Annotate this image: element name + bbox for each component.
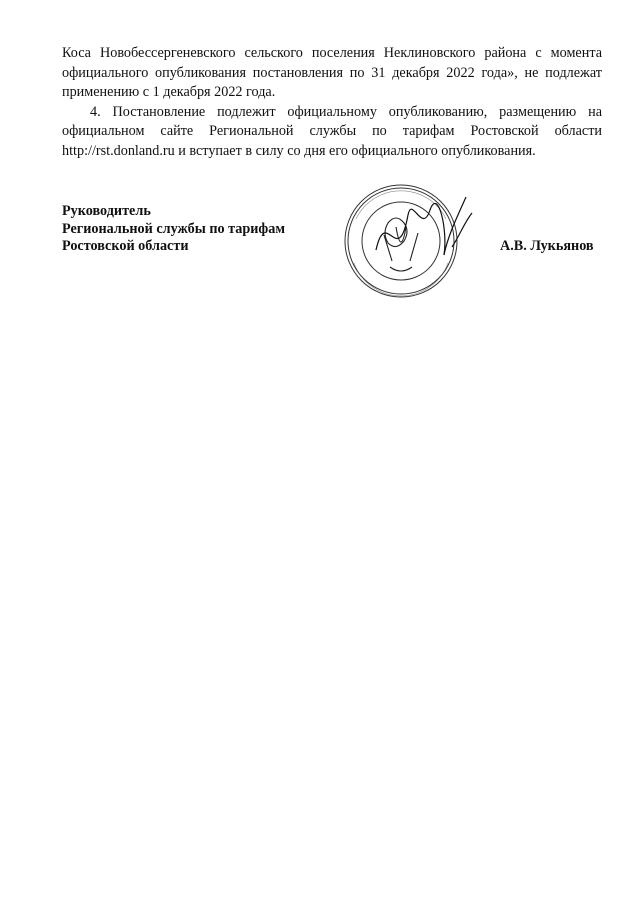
signatory-position [62,203,285,256]
official-round-seal-icon [326,175,486,310]
position-line: Руководитель [62,203,151,219]
paragraph-continuation: Коса Новобессергеневского сельского поселения Неклиновского района с момента официального опубликования постановления по 31 декабря 2022 года», не подлежат применению с 1 декабря 2022 года. [62,45,602,100]
document-body [62,44,602,161]
signatory-name: А.В. Лукьянов [500,238,594,254]
position-line: Ростовской области [62,238,189,254]
position-line: Региональной службы по тарифам [62,220,286,237]
paragraph-4: 4. Постановление подлежит официальному опубликованию, размещению на официальном сайте Региональной службы по тарифам Ростовской области http://rst.donland.ru и вступает в силу со дня его официального опубликования. [62,103,602,159]
